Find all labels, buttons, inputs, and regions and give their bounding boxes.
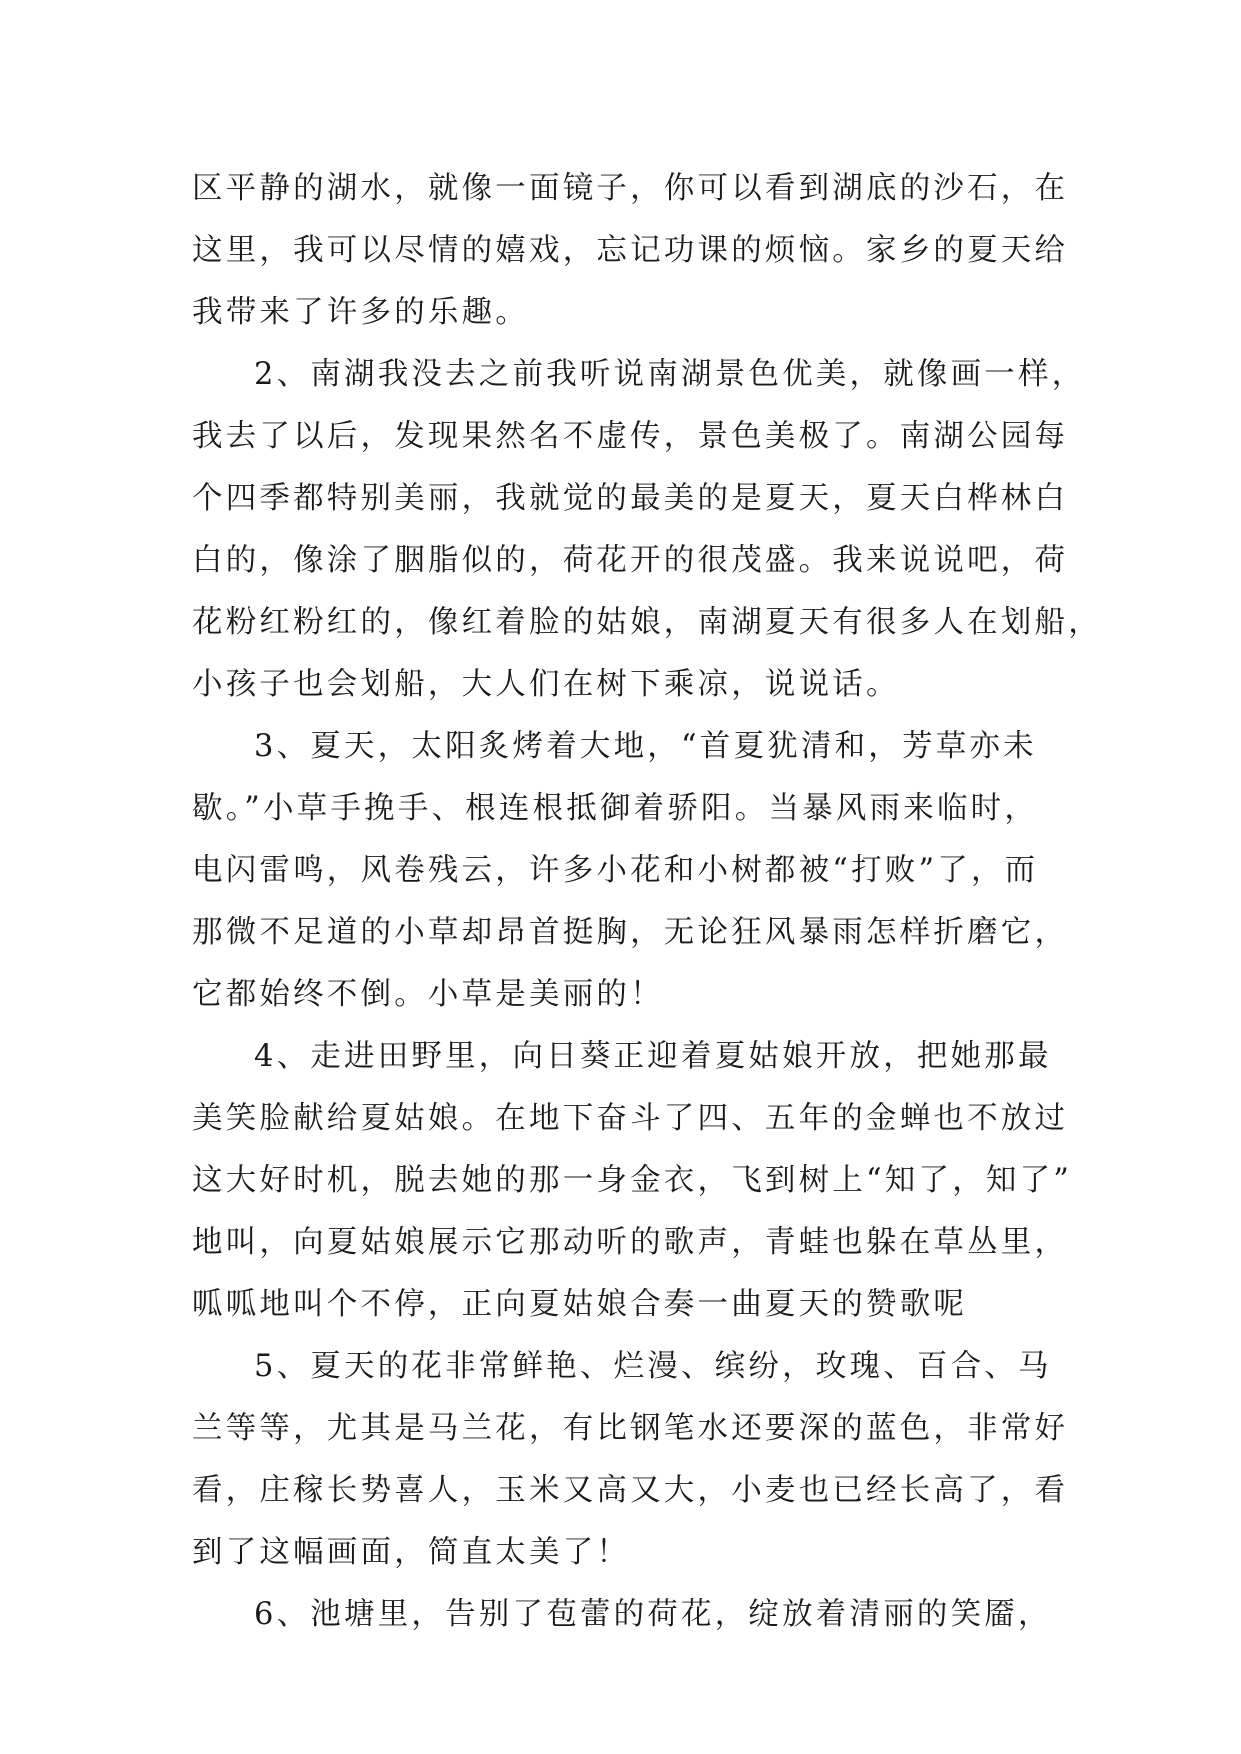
paragraph-5-start: 5、夏天的花非常鲜艳、烂漫、缤纷，玫瑰、百合、马 [254, 1349, 1052, 1384]
text-line: 我带来了许多的乐趣。 [192, 295, 529, 330]
paragraph-2-start: 2、南湖我没去之前我听说南湖景色优美，就像画一样， [254, 357, 1086, 392]
text-line: 白的，像涂了胭脂似的，荷花开的很茂盛。我来说说吧，荷 [192, 543, 1069, 578]
text-line: 这里，我可以尽情的嬉戏，忘记功课的烦恼。家乡的夏天给 [192, 233, 1069, 268]
paragraph-3-start: 3、夏天，太阳炙烤着大地，“首夏犹清和，芳草亦未 [254, 729, 1037, 764]
text-line: 花粉红粉红的，像红着脸的姑娘，南湖夏天有很多人在划船， [192, 605, 1102, 640]
text-line: 它都始终不倒。小草是美丽的！ [192, 977, 664, 1012]
text-line: 这大好时机，脱去她的那一身金衣，飞到树上“知了，知了” [192, 1163, 1073, 1198]
text-line: 个四季都特别美丽，我就觉的最美的是夏天，夏天白桦林白 [192, 481, 1069, 516]
text-line: 看，庄稼长势喜人，玉米又高又大，小麦也已经长高了，看 [192, 1473, 1069, 1508]
text-line: 电闪雷鸣，风卷残云，许多小花和小树都被“打败”了，而 [192, 853, 1039, 888]
body-text [192, 158, 1102, 1646]
text-line: 兰等等，尤其是马兰花，有比钢笔水还要深的蓝色，非常好 [192, 1411, 1069, 1446]
text-line: 区平静的湖水，就像一面镜子，你可以看到湖底的沙石，在 [192, 171, 1069, 206]
paragraph-6-start: 6、池塘里，告别了苞蕾的荷花，绽放着清丽的笑靥， [254, 1597, 1052, 1632]
text-line: 小孩子也会划船，大人们在树下乘凉，说说话。 [192, 667, 900, 702]
text-line: 那微不足道的小草却昂首挺胸，无论狂风暴雨怎样折磨它， [192, 915, 1069, 950]
text-line: 我去了以后，发现果然名不虚传，景色美极了。南湖公园每 [192, 419, 1069, 454]
text-line: 地叫，向夏姑娘展示它那动听的歌声，青蛙也躲在草丛里， [192, 1225, 1069, 1260]
text-line: 到了这幅画面，简直太美了！ [192, 1535, 631, 1570]
text-line: 呱呱地叫个不停，正向夏姑娘合奏一曲夏天的赞歌呢 [192, 1287, 968, 1322]
paragraph-4-start: 4、走进田野里，向日葵正迎着夏姑娘开放，把她那最 [254, 1039, 1052, 1074]
text-line: 歇。”小草手挽手、根连根抵御着骄阳。当暴风雨来临时， [192, 791, 1039, 826]
text-line: 美笑脸献给夏姑娘。在地下奋斗了四、五年的金蝉也不放过 [192, 1101, 1069, 1136]
